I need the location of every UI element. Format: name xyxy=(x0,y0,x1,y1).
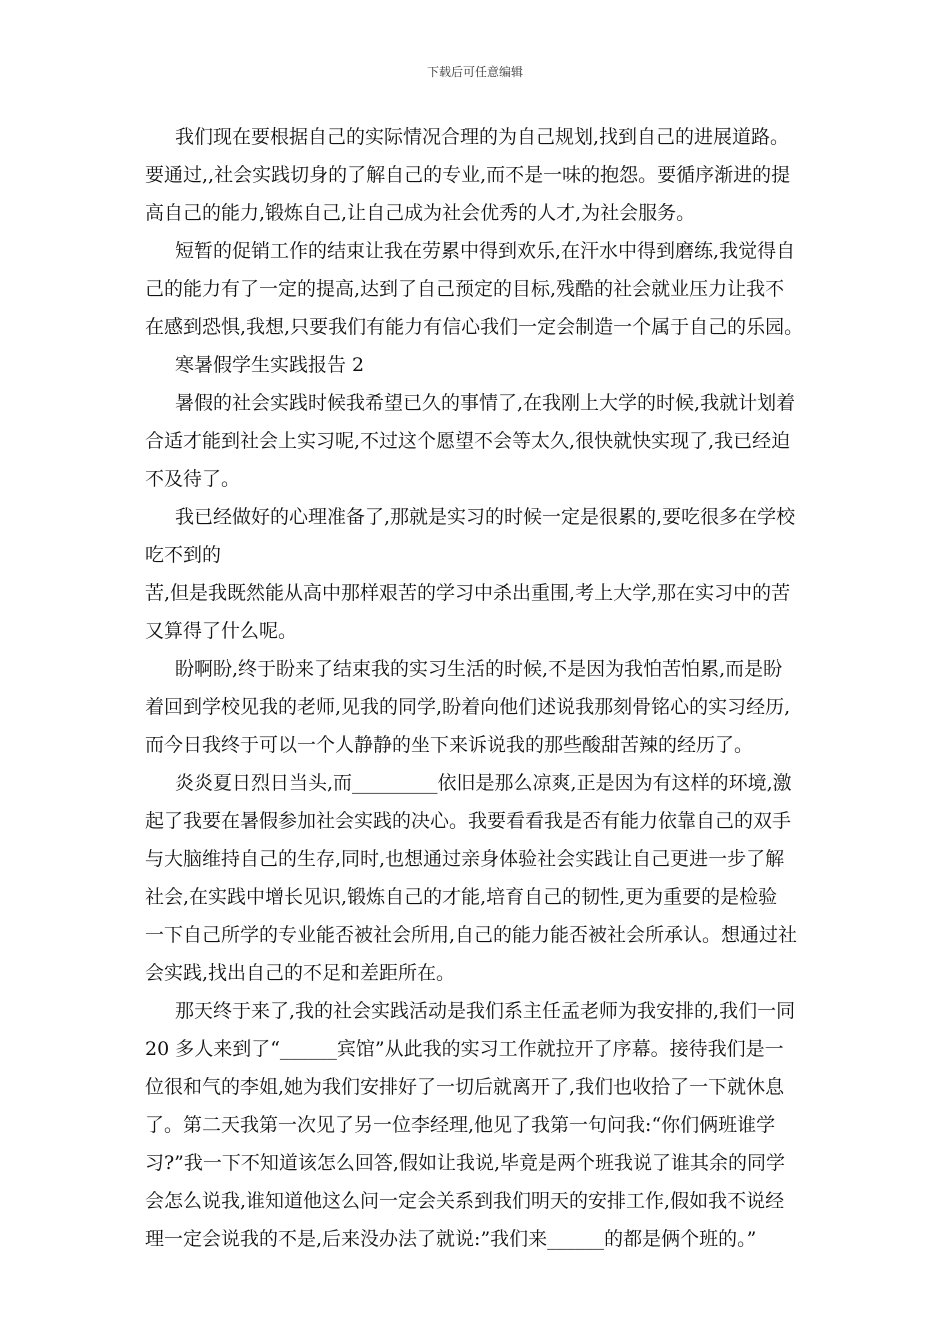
text-line: 我们现在要根据自己的实际情况合理的为自己规划,找到自己的进展道路。 xyxy=(175,126,790,148)
paragraph xyxy=(145,650,807,764)
text-line: 着回到学校见我的老师,见我的同学,盼着向他们述说我那刻骨铭心的实习经历, xyxy=(145,696,791,718)
text-line: 习?”我一下不知道该怎么回答,假如让我说,毕竟是两个班我说了谁其余的同学 xyxy=(145,1152,785,1174)
text-line: 一下自己所学的专业能否被社会所用,自己的能力能否被社会所承认。想通过社 xyxy=(145,924,798,946)
text-line: 盼啊盼,终于盼来了结束我的实习生活的时候,不是因为我怕苦怕累,而是盼 xyxy=(175,658,783,680)
paragraph xyxy=(145,346,807,384)
paragraph xyxy=(145,764,807,992)
text-line: 会实践,找出自己的不足和差距所在。 xyxy=(145,962,456,984)
text-line: 吃不到的 xyxy=(145,544,222,566)
text-line: 寒暑假学生实践报告 2 xyxy=(175,354,365,376)
document-body xyxy=(145,118,807,1258)
text-line: 高自己的能力,锻炼自己,让自己成为社会优秀的人才,为社会服务。 xyxy=(145,202,696,224)
paragraph xyxy=(145,992,807,1258)
text-line: 合适才能到社会上实习呢,不过这个愿望不会等太久,很快就快实现了,我已经迫 xyxy=(145,430,791,452)
paragraph xyxy=(145,232,807,346)
text-line: 在感到恐惧,我想,只要我们有能力有信心我们一定会制造一个属于自己的乐园。 xyxy=(145,316,804,338)
text-line: 位很和气的李姐,她为我们安排好了一切后就离开了,我们也收拾了一下就休息 xyxy=(145,1076,785,1098)
text-line: 了。第二天我第一次见了另一位李经理,他见了我第一句问我:“你们俩班谁学 xyxy=(145,1114,776,1136)
text-line: 暑假的社会实践时候我希望已久的事情了,在我刚上大学的时候,我就计划着 xyxy=(175,392,796,414)
text-line: 那天终于来了,我的社会实践活动是我们系主任孟老师为我安排的,我们一同 xyxy=(175,1000,796,1022)
text-line: 20 多人来到了“______宾馆”从此我的实习工作就拉开了序幕。接待我们是一 xyxy=(145,1038,784,1060)
paragraph xyxy=(145,118,807,232)
text-line: 短暂的促销工作的结束让我在劳累中得到欢乐,在汗水中得到磨练,我觉得自 xyxy=(175,240,796,262)
paragraph xyxy=(145,498,807,574)
text-line: 我已经做好的心理准备了,那就是实习的时候一定是很累的,要吃很多在学校 xyxy=(175,506,796,528)
text-line: 要通过,,社会实践切身的了解自己的专业,而不是一味的抱怨。要循序渐进的提 xyxy=(145,164,791,186)
text-line: 又算得了什么呢。 xyxy=(145,620,298,642)
text-line: 起了我要在暑假参加社会实践的决心。我要看看我是否有能力依靠自己的双手 xyxy=(145,810,792,832)
text-line: 社会,在实践中增长见识,锻炼自己的才能,培育自己的韧性,更为重要的是检验 xyxy=(145,886,778,908)
text-line: 己的能力有了一定的提高,达到了自己预定的目标,残酷的社会就业压力让我不 xyxy=(145,278,785,300)
text-line: 与大脑维持自己的生存,同时,也想通过亲身体验社会实践让自己更进一步了解 xyxy=(145,848,785,870)
page-header: 下载后可任意编辑 xyxy=(426,65,523,79)
text-line: 苦,但是我既然能从高中那样艰苦的学习中杀出重围,考上大学,那在实习中的苦 xyxy=(145,582,791,604)
text-line: 炎炎夏日烈日当头,而_________依旧是那么凉爽,正是因为有这样的环境,激 xyxy=(175,772,792,794)
paragraph xyxy=(145,574,807,650)
text-line: 而今日我终于可以一个人静静的坐下来诉说我的那些酸甜苦辣的经历了。 xyxy=(145,734,754,756)
text-line: 不及待了。 xyxy=(145,468,241,490)
text-line: 会怎么说我,谁知道他这么问一定会关系到我们明天的安排工作,假如我不说经 xyxy=(145,1190,785,1212)
paragraph xyxy=(145,384,807,498)
text-line: 理一定会说我的不是,后来没办法了就说:”我们来______的都是俩个班的。” xyxy=(145,1228,757,1250)
